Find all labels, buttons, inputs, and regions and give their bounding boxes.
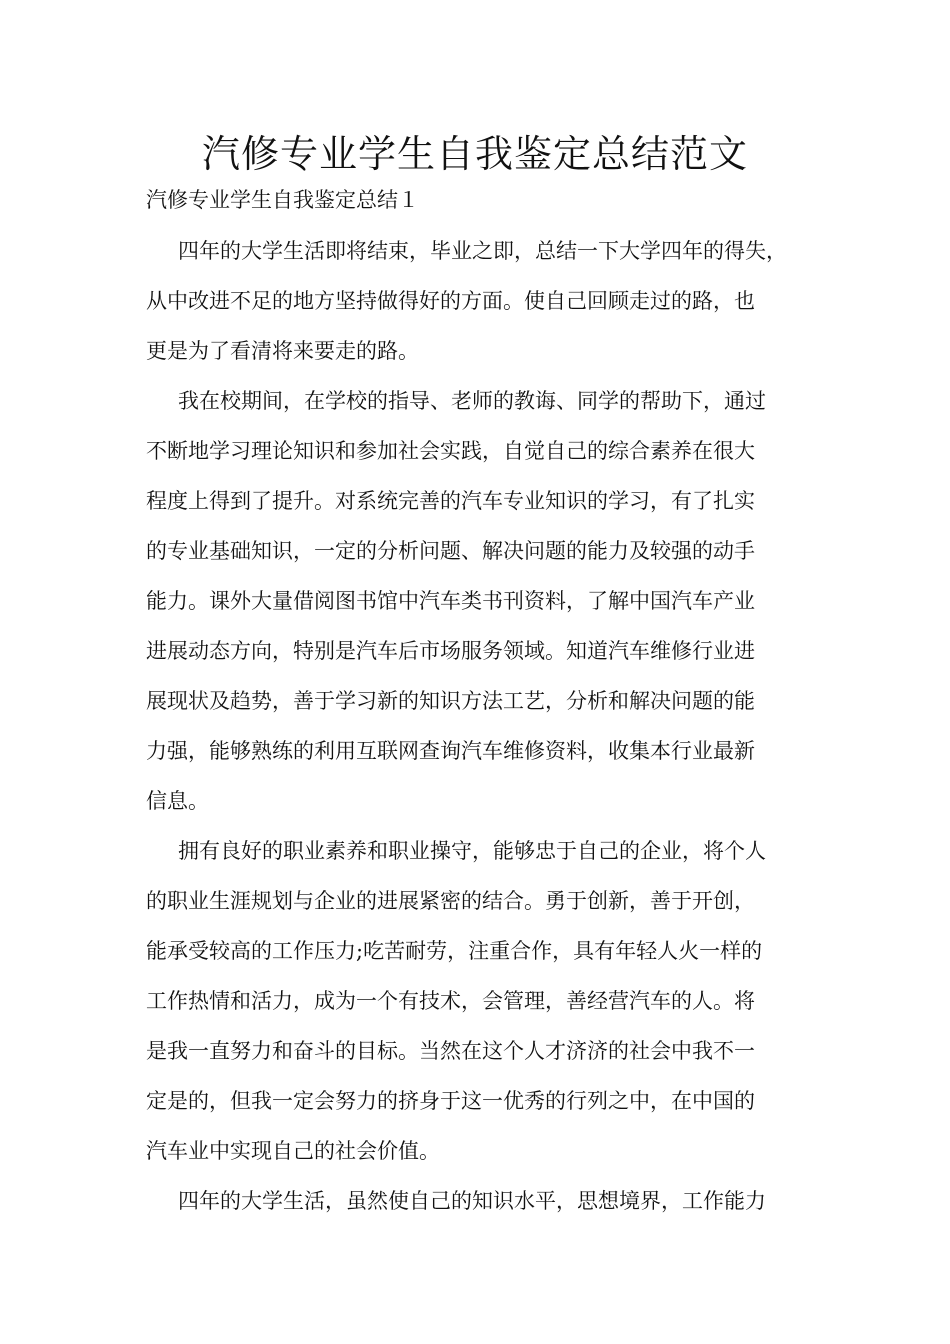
paragraph-line: 程度上得到了提升。对系统完善的汽车专业知识的学习，有了扎实 — [146, 489, 755, 513]
paragraph-3 — [146, 826, 816, 1176]
paragraph-line: 从中改进不足的地方坚持做得好的方面。使自己回顾走过的路，也 — [146, 289, 755, 313]
paragraph-line: 更是为了看清将来要走的路。 — [146, 339, 419, 363]
section-heading: 汽修专业学生自我鉴定总结１ — [146, 188, 419, 212]
paragraph-line: 四年的大学生活，虽然使自己的知识水平，思想境界，工作能力 — [178, 1189, 766, 1213]
paragraph-line: 拥有良好的职业素养和职业操守，能够忠于自己的企业，将个人 — [178, 839, 766, 863]
paragraph-line: 工作热情和活力，成为一个有技术，会管理，善经营汽车的人。将 — [146, 989, 755, 1013]
paragraph-line: 我在校期间，在学校的指导、老师的教诲、同学的帮助下，通过 — [178, 389, 766, 413]
paragraph-line: 的专业基础知识，一定的分析问题、解决问题的能力及较强的动手 — [146, 539, 755, 563]
paragraph-2 — [146, 376, 816, 826]
paragraph-line: 能承受较高的工作压力;吃苦耐劳，注重合作，具有年轻人火一样的 — [146, 939, 763, 963]
paragraph-4 — [146, 1176, 816, 1226]
paragraph-line: 能力。课外大量借阅图书馆中汽车类书刊资料，了解中国汽车产业 — [146, 589, 755, 613]
paragraph-line: 信息。 — [146, 789, 209, 813]
paragraph-line: 不断地学习理论知识和参加社会实践，自觉自己的综合素养在很大 — [146, 439, 755, 463]
paragraph-1 — [146, 226, 816, 376]
paragraph-line: 四年的大学生活即将结束，毕业之即，总结一下大学四年的得失， — [178, 239, 787, 263]
paragraph-line: 的职业生涯规划与企业的进展紧密的结合。勇于创新，善于开创， — [146, 889, 755, 913]
paragraph-line: 汽车业中实现自己的社会价值。 — [146, 1139, 440, 1163]
paragraph-line: 展现状及趋势，善于学习新的知识方法工艺，分析和解决问题的能 — [146, 689, 755, 713]
paragraph-line: 是我一直努力和奋斗的目标。当然在这个人才济济的社会中我不一 — [146, 1039, 755, 1063]
paragraph-line: 定是的，但我一定会努力的挤身于这一优秀的行列之中，在中国的 — [146, 1089, 755, 1113]
paragraph-line: 进展动态方向，特别是汽车后市场服务领域。知道汽车维修行业进 — [146, 639, 755, 663]
paragraph-line: 力强，能够熟练的利用互联网查询汽车维修资料，收集本行业最新 — [146, 739, 755, 763]
document-title: 汽修专业学生自我鉴定总结范文 — [201, 132, 748, 176]
